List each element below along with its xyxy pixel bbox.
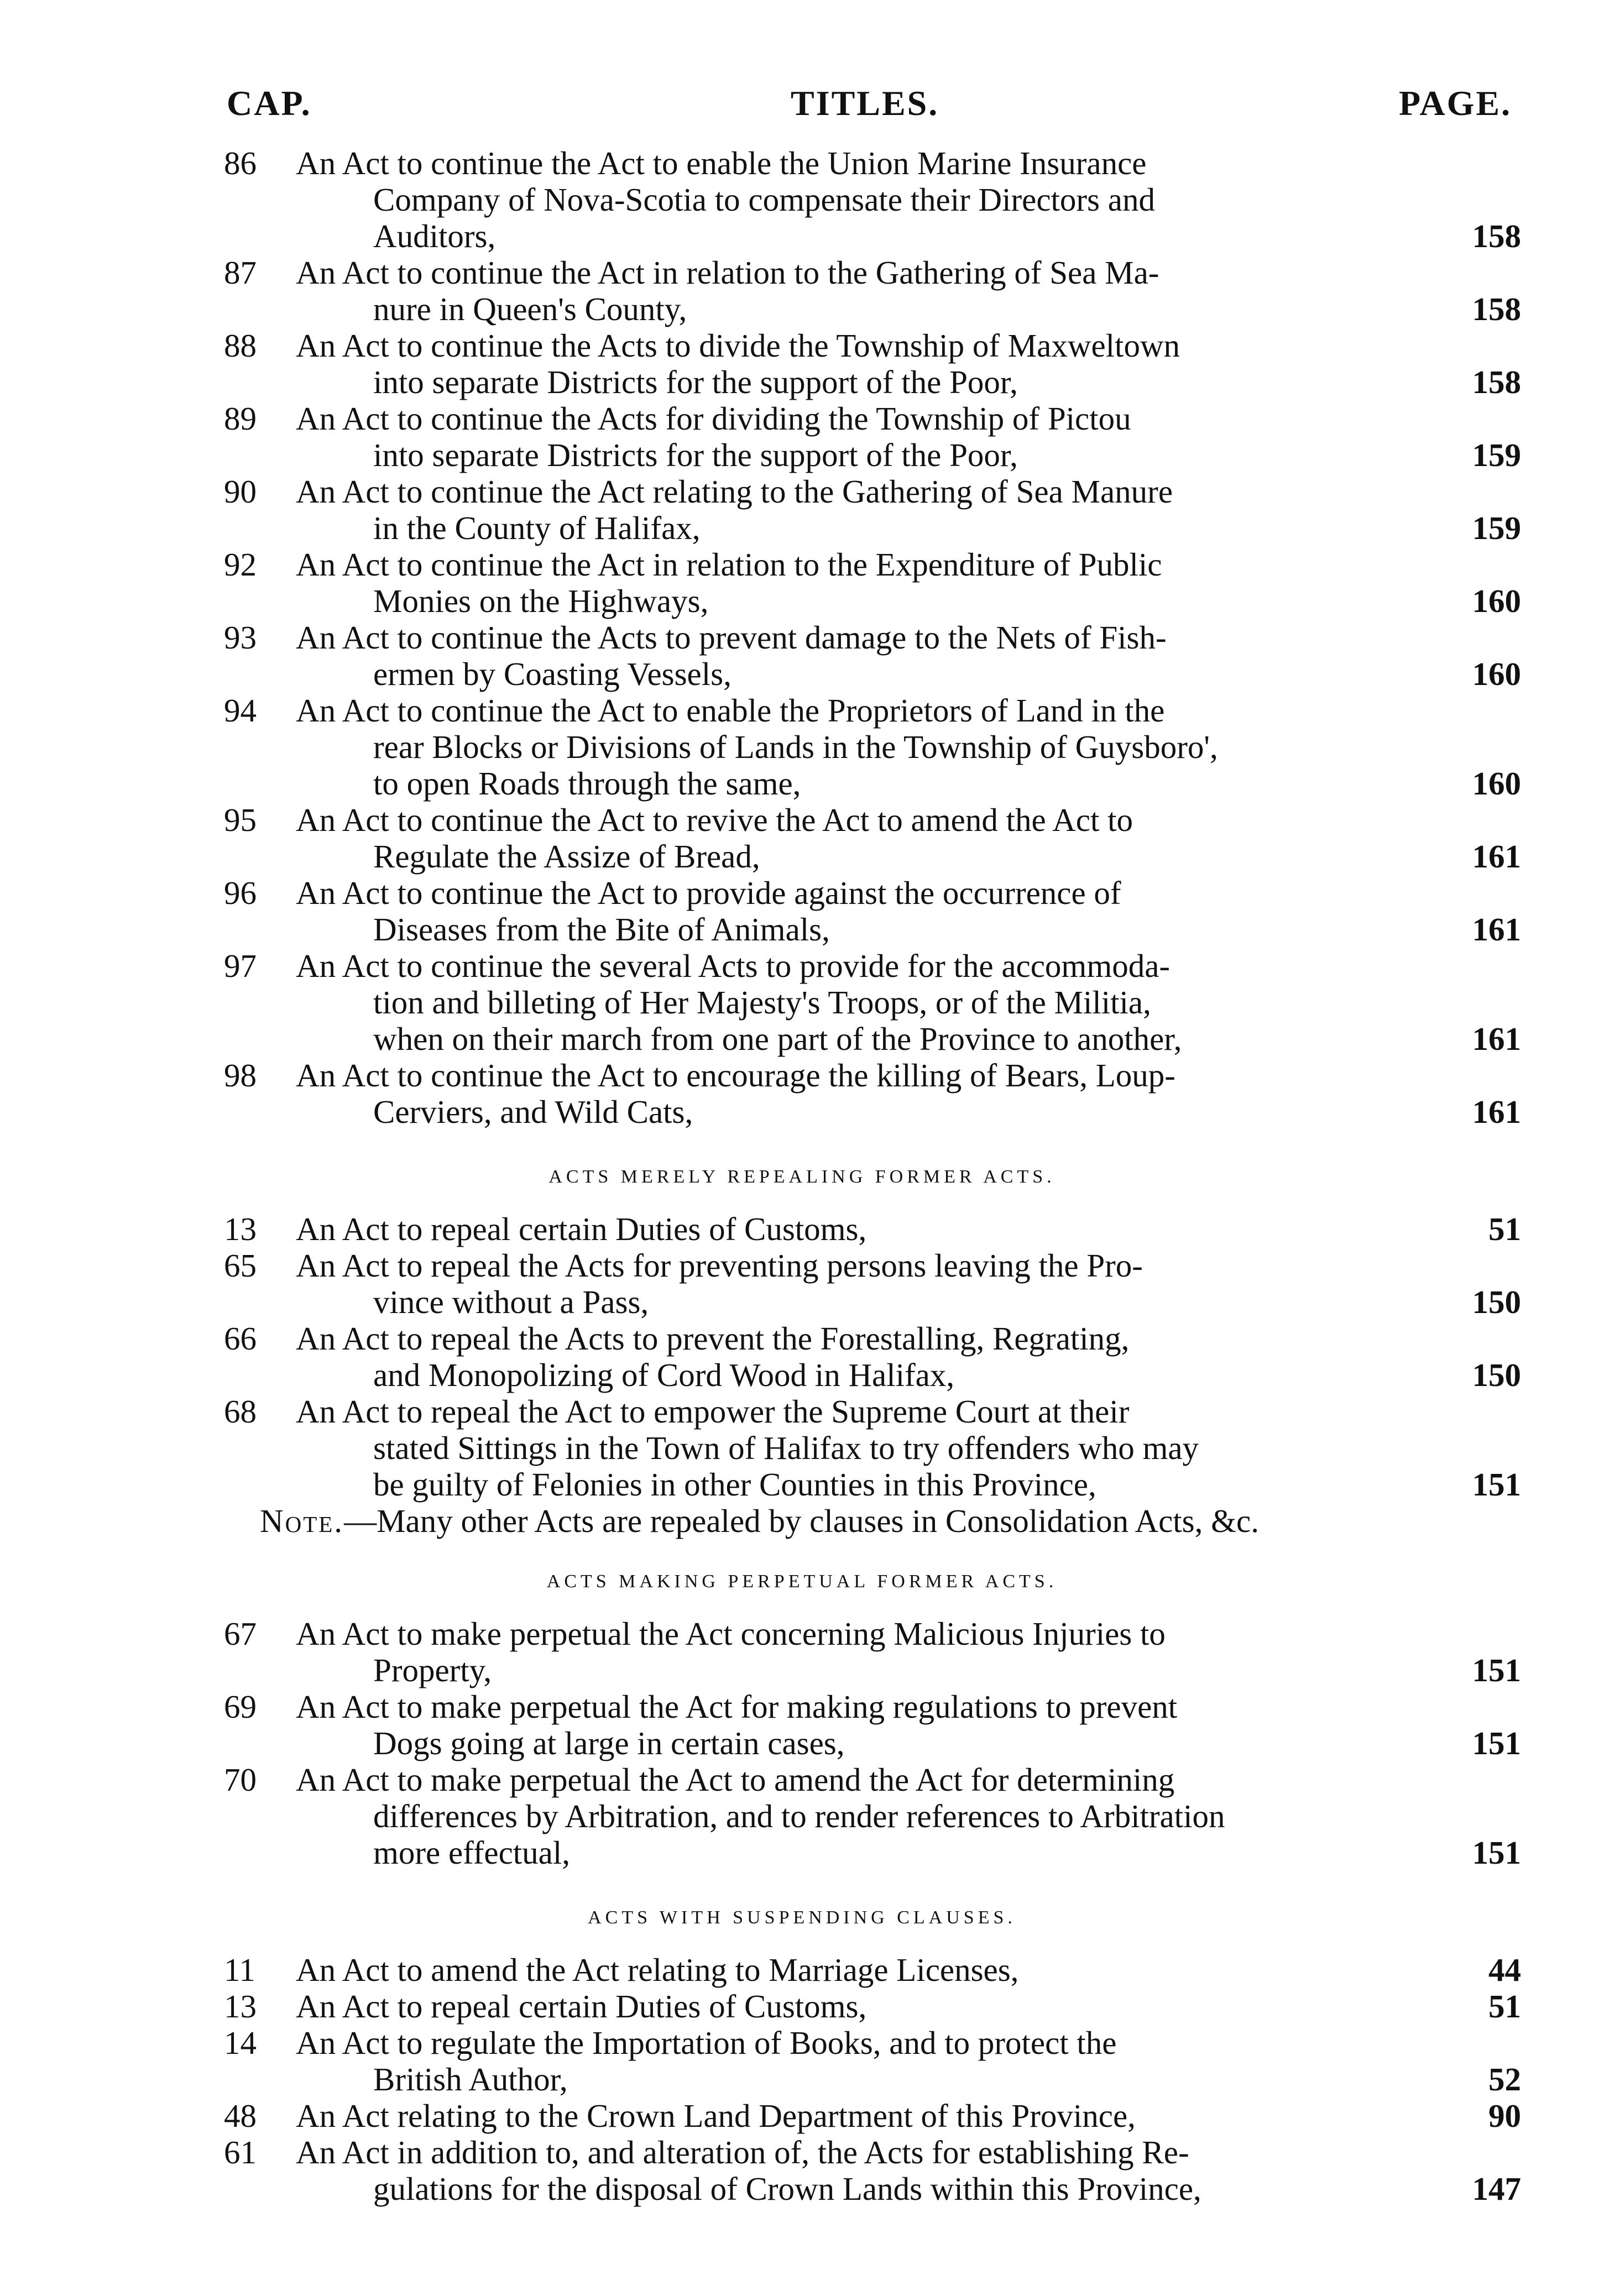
entry-title-line: ermen by Coasting Vessels, bbox=[373, 656, 732, 692]
entry-page-number: 90 bbox=[1488, 2098, 1521, 2134]
entry-title bbox=[296, 692, 1402, 802]
entry-title bbox=[296, 619, 1402, 692]
entry-cap-number: 97 bbox=[224, 948, 257, 984]
entry-cap-number: 87 bbox=[224, 254, 257, 291]
entry-title-line: into separate Districts for the support of the Poor, bbox=[373, 364, 1018, 400]
entry-title bbox=[296, 1688, 1402, 1761]
entry-title-line: An Act to continue the Acts to divide the Township of Maxweltown bbox=[296, 327, 1180, 364]
entry-title-line: An Act to continue the Act in relation to the Expenditure of Public bbox=[296, 546, 1162, 583]
entry-cap-number: 65 bbox=[224, 1247, 257, 1284]
entry-title-line: Dogs going at large in certain cases, bbox=[373, 1725, 845, 1761]
note-label: Note. bbox=[260, 1503, 344, 1539]
entry-title-line: and Monopolizing of Cord Wood in Halifax, bbox=[373, 1357, 955, 1393]
entry-title bbox=[296, 1615, 1402, 1688]
header-cap: CAP. bbox=[227, 83, 312, 123]
entry-page-number: 151 bbox=[1472, 1834, 1521, 1871]
entry-title-line: An Act to continue the Act in relation to the Gathering of Sea Ma- bbox=[296, 254, 1159, 291]
entry-cap-number: 89 bbox=[224, 400, 257, 437]
entry-title bbox=[296, 2134, 1402, 2207]
note-line bbox=[260, 1503, 1259, 1539]
entry-cap-number: 61 bbox=[224, 2134, 257, 2171]
entry-title-line: into separate Districts for the support of the Poor, bbox=[373, 437, 1018, 473]
entry-title bbox=[296, 1393, 1402, 1503]
entry-page-number: 161 bbox=[1472, 838, 1521, 875]
entry-page-number: 159 bbox=[1472, 437, 1521, 473]
entry-title-line: Cerviers, and Wild Cats, bbox=[373, 1094, 693, 1130]
entry-title-line: differences by Arbitration, and to render references to Arbitration bbox=[373, 1798, 1225, 1834]
entry-page-number: 161 bbox=[1472, 911, 1521, 948]
entry-title bbox=[296, 546, 1402, 619]
entry-title-line: An Act to repeal the Acts for preventing persons leaving the Pro- bbox=[296, 1247, 1143, 1284]
entry-page-number: 159 bbox=[1472, 510, 1521, 546]
entry-cap-number: 13 bbox=[224, 1211, 257, 1247]
entry-title-line: An Act to continue the Act relating to the Gathering of Sea Manure bbox=[296, 473, 1173, 510]
entry-title-line: An Act relating to the Crown Land Department of this Province, bbox=[296, 2098, 1136, 2134]
entry-title-line: Diseases from the Bite of Animals, bbox=[373, 911, 830, 948]
entry-title-line: stated Sittings in the Town of Halifax to try offenders who may bbox=[373, 1430, 1199, 1466]
entry-cap-number: 94 bbox=[224, 692, 257, 729]
entry-cap-number: 92 bbox=[224, 546, 257, 583]
entry-cap-number: 70 bbox=[224, 1761, 257, 1798]
entry-cap-number: 69 bbox=[224, 1688, 257, 1725]
entry-page-number: 160 bbox=[1472, 656, 1521, 692]
entry-page-number: 151 bbox=[1472, 1652, 1521, 1688]
entry-page-number: 150 bbox=[1472, 1357, 1521, 1393]
entry-title bbox=[296, 1247, 1402, 1320]
entry-title-line: vince without a Pass, bbox=[373, 1284, 649, 1320]
entry-title-line: to open Roads through the same, bbox=[373, 765, 801, 802]
entry-cap-number: 98 bbox=[224, 1057, 257, 1094]
entry-cap-number: 67 bbox=[224, 1615, 257, 1652]
entry-title-line: Property, bbox=[373, 1652, 492, 1688]
entry-title-line: An Act to regulate the Importation of Books, and to protect the bbox=[296, 2025, 1117, 2061]
entry-page-number: 52 bbox=[1488, 2061, 1521, 2098]
entry-page-number: 160 bbox=[1472, 583, 1521, 619]
entry-title-line: An Act to continue the Acts to prevent damage to the Nets of Fish- bbox=[296, 619, 1167, 656]
entry-title-line: rear Blocks or Divisions of Lands in the Township of Guysboro', bbox=[373, 729, 1218, 765]
entry-title-line: An Act to repeal the Act to empower the Supreme Court at their bbox=[296, 1393, 1130, 1430]
entry-title-line: An Act to continue the Act to revive the Act to amend the Act to bbox=[296, 802, 1133, 838]
entry-title bbox=[296, 1952, 1402, 1988]
entry-page-number: 158 bbox=[1472, 364, 1521, 400]
entry-title bbox=[296, 2025, 1402, 2098]
entry-title-line: An Act to repeal the Acts to prevent the Forestalling, Regrating, bbox=[296, 1320, 1130, 1357]
entry-title bbox=[296, 948, 1402, 1057]
entry-title bbox=[296, 327, 1402, 400]
entry-cap-number: 96 bbox=[224, 875, 257, 911]
entry-cap-number: 90 bbox=[224, 473, 257, 510]
entry-page-number: 158 bbox=[1472, 291, 1521, 327]
entry-cap-number: 11 bbox=[224, 1952, 255, 1988]
entry-cap-number: 95 bbox=[224, 802, 257, 838]
header-titles: TITLES. bbox=[791, 83, 939, 123]
entry-cap-number: 68 bbox=[224, 1393, 257, 1430]
entry-title bbox=[296, 1761, 1402, 1871]
entry-title-line: be guilty of Felonies in other Counties in this Province, bbox=[373, 1466, 1096, 1503]
entry-title-line: Monies on the Highways, bbox=[373, 583, 709, 619]
entry-cap-number: 14 bbox=[224, 2025, 257, 2061]
entry-title bbox=[296, 473, 1402, 546]
entry-title bbox=[296, 145, 1402, 254]
entry-cap-number: 93 bbox=[224, 619, 257, 656]
entry-title-line: Auditors, bbox=[373, 218, 496, 254]
entry-title-line: gulations for the disposal of Crown Lands within this Province, bbox=[373, 2171, 1201, 2207]
entry-page-number: 51 bbox=[1488, 1211, 1521, 1247]
entry-title-line: An Act to make perpetual the Act for making regulations to prevent bbox=[296, 1688, 1178, 1725]
entry-title bbox=[296, 1988, 1402, 2025]
entry-title-line: British Author, bbox=[373, 2061, 568, 2098]
entry-title bbox=[296, 254, 1402, 327]
entry-title bbox=[296, 802, 1402, 875]
entry-cap-number: 66 bbox=[224, 1320, 257, 1357]
entry-page-number: 160 bbox=[1472, 765, 1521, 802]
entry-cap-number: 48 bbox=[224, 2098, 257, 2134]
header-page: PAGE. bbox=[1399, 83, 1512, 123]
entry-title-line: An Act to continue the several Acts to provide for the accommoda- bbox=[296, 948, 1171, 984]
entry-title-line: in the County of Halifax, bbox=[373, 510, 701, 546]
entry-cap-number: 13 bbox=[224, 1988, 257, 2025]
entry-page-number: 161 bbox=[1472, 1021, 1521, 1057]
entry-page-number: 51 bbox=[1488, 1988, 1521, 2025]
entry-page-number: 151 bbox=[1472, 1466, 1521, 1503]
entry-title-line: An Act in addition to, and alteration of, the Acts for establishing Re- bbox=[296, 2134, 1189, 2171]
entry-title bbox=[296, 400, 1402, 473]
entry-title bbox=[296, 875, 1402, 948]
entry-title-line: Regulate the Assize of Bread, bbox=[373, 838, 760, 875]
section-heading-suspending: ACTS WITH SUSPENDING CLAUSES. bbox=[588, 1907, 1016, 1928]
entry-title-line: An Act to continue the Acts for dividing the Township of Pictou bbox=[296, 400, 1131, 437]
entry-title-line: An Act to make perpetual the Act to amend the Act for determining bbox=[296, 1761, 1175, 1798]
entry-title-line: An Act to continue the Act to enable the Union Marine Insurance bbox=[296, 145, 1147, 181]
entry-title-line: An Act to repeal certain Duties of Customs, bbox=[296, 1988, 867, 2025]
entry-title-line: An Act to continue the Act to encourage the killing of Bears, Loup- bbox=[296, 1057, 1175, 1094]
entry-title-line: tion and billeting of Her Majesty's Troops, or of the Militia, bbox=[373, 984, 1151, 1021]
entry-title-line: An Act to continue the Act to provide against the occurrence of bbox=[296, 875, 1121, 911]
entry-title-line: nure in Queen's County, bbox=[373, 291, 687, 327]
entry-page-number: 150 bbox=[1472, 1284, 1521, 1320]
section-heading-perpetual: ACTS MAKING PERPETUAL FORMER ACTS. bbox=[546, 1571, 1058, 1592]
section-heading-repealing: ACTS MERELY REPEALING FORMER ACTS. bbox=[548, 1167, 1056, 1187]
entry-page-number: 151 bbox=[1472, 1725, 1521, 1761]
entry-page-number: 147 bbox=[1472, 2171, 1521, 2207]
entry-title bbox=[296, 1057, 1402, 1130]
entry-page-number: 158 bbox=[1472, 218, 1521, 254]
entry-title-line: more effectual, bbox=[373, 1834, 570, 1871]
entry-cap-number: 86 bbox=[224, 145, 257, 181]
entry-title bbox=[296, 1320, 1402, 1393]
entry-page-number: 44 bbox=[1488, 1952, 1521, 1988]
entry-title-line: when on their march from one part of the Province to another, bbox=[373, 1021, 1182, 1057]
entry-cap-number: 88 bbox=[224, 327, 257, 364]
entry-page-number: 161 bbox=[1472, 1094, 1521, 1130]
entry-title bbox=[296, 2098, 1402, 2134]
note-text: —Many other Acts are repealed by clauses in Consolidation Acts, &c. bbox=[344, 1503, 1259, 1539]
entry-title bbox=[296, 1211, 1402, 1247]
entry-title-line: An Act to make perpetual the Act concerning Malicious Injuries to bbox=[296, 1615, 1166, 1652]
entry-title-line: Company of Nova-Scotia to compensate their Directors and bbox=[373, 181, 1155, 218]
entry-title-line: An Act to continue the Act to enable the Proprietors of Land in the bbox=[296, 692, 1165, 729]
entry-title-line: An Act to repeal certain Duties of Customs, bbox=[296, 1211, 867, 1247]
entry-title-line: An Act to amend the Act relating to Marriage Licenses, bbox=[296, 1952, 1019, 1988]
